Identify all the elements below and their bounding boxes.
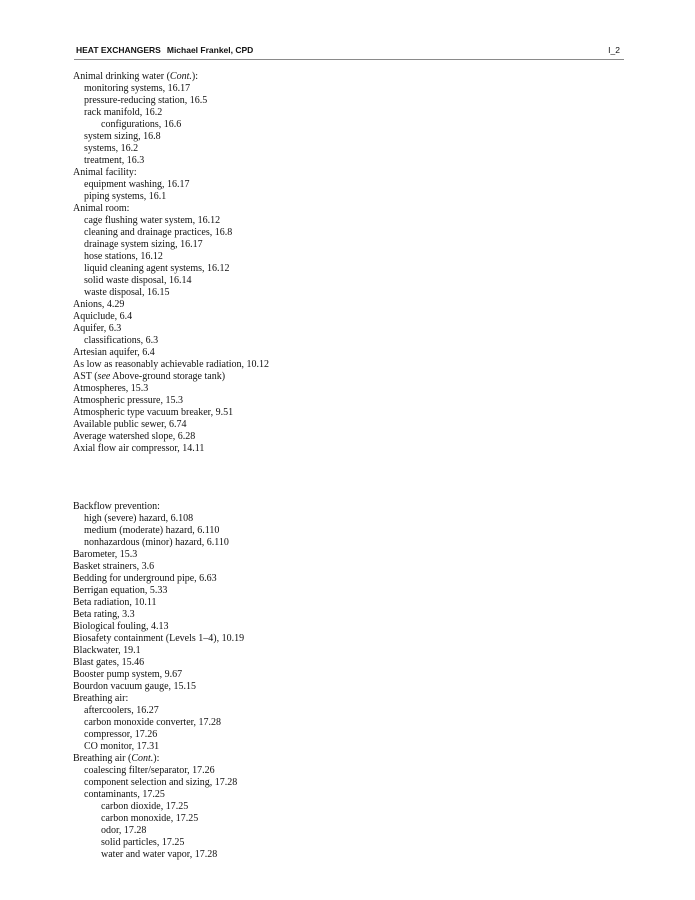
index-entry: Animal room: — [73, 203, 130, 214]
index-subentry: classifications, 6.3 — [84, 335, 159, 346]
index-subentry: rack manifold, 16.2 — [84, 107, 163, 118]
index-subsubentry: carbon monoxide, 17.25 — [101, 813, 199, 824]
index-entry: Bourdon vacuum gauge, 15.15 — [73, 681, 197, 692]
page-number: I_2 — [608, 45, 620, 55]
index-subentry: treatment, 16.3 — [84, 155, 145, 166]
index-entry: Atmospheric pressure, 15.3 — [73, 395, 183, 406]
index-entry: Beta rating, 3.3 — [73, 609, 135, 620]
index-entry: Anions, 4.29 — [73, 299, 125, 310]
running-head — [76, 45, 253, 55]
index-subsubentry: carbon dioxide, 17.25 — [101, 801, 189, 812]
index-entry: Berrigan equation, 5.33 — [73, 585, 168, 596]
index-subentry: drainage system sizing, 16.17 — [84, 239, 203, 250]
index-subentry: carbon monoxide converter, 17.28 — [84, 717, 222, 728]
index-entry: AST (see Above-ground storage tank) — [73, 371, 226, 382]
book-title: HEAT EXCHANGERS — [76, 45, 161, 55]
index-subentry: waste disposal, 16.15 — [84, 287, 170, 298]
index-subentry: contaminants, 17.25 — [84, 789, 165, 800]
index-entry: Aquifer, 6.3 — [73, 323, 122, 334]
index-entry: Beta radiation, 10.11 — [73, 597, 157, 608]
index-subentry: systems, 16.2 — [84, 143, 139, 154]
index-list — [73, 71, 613, 861]
index-entry: Breathing air: — [73, 693, 129, 704]
index-entry: Blast gates, 15.46 — [73, 657, 145, 668]
index-entry: Bedding for underground pipe, 6.63 — [73, 573, 217, 584]
index-subentry: compressor, 17.26 — [84, 729, 158, 740]
index-entry: Biosafety containment (Levels 1–4), 10.19 — [73, 633, 245, 644]
index-subsubentry: water and water vapor, 17.28 — [101, 849, 218, 860]
index-subentry: component selection and sizing, 17.28 — [84, 777, 238, 788]
index-subentry: high (severe) hazard, 6.108 — [84, 513, 194, 524]
index-subentry: cleaning and drainage practices, 16.8 — [84, 227, 233, 238]
page-header — [74, 43, 624, 60]
index-entry: Average watershed slope, 6.28 — [73, 431, 196, 442]
index-subentry: aftercoolers, 16.27 — [84, 705, 159, 716]
index-entry: Booster pump system, 9.67 — [73, 669, 183, 680]
index-entry: Backflow prevention: — [73, 501, 160, 512]
index-entry: Aquiclude, 6.4 — [73, 311, 133, 322]
index-subsubentry: odor, 17.28 — [101, 825, 147, 836]
index-subentry: solid waste disposal, 16.14 — [84, 275, 192, 286]
index-subentry: monitoring systems, 16.17 — [84, 83, 191, 94]
index-entry: Biological fouling, 4.13 — [73, 621, 169, 632]
index-entry: Animal drinking water (Cont.): — [73, 71, 198, 82]
index-entry: Barometer, 15.3 — [73, 549, 138, 560]
book-author: Michael Frankel, CPD — [166, 45, 254, 55]
index-subentry: coalescing filter/separator, 17.26 — [84, 765, 215, 776]
index-entry: Axial flow air compressor, 14.11 — [73, 443, 205, 454]
index-subentry: equipment washing, 16.17 — [84, 179, 190, 190]
index-subentry: piping systems, 16.1 — [84, 191, 167, 202]
index-entry: Atmospheres, 15.3 — [73, 383, 149, 394]
index-subentry: liquid cleaning agent systems, 16.12 — [84, 263, 230, 274]
index-entry: Basket strainers, 3.6 — [73, 561, 155, 572]
index-subsubentry: configurations, 16.6 — [101, 119, 182, 130]
index-subentry: hose stations, 16.12 — [84, 251, 163, 262]
index-subentry: pressure-reducing station, 16.5 — [84, 95, 208, 106]
index-subentry: system sizing, 16.8 — [84, 131, 161, 142]
section-gap — [73, 455, 613, 501]
index-subsubentry: solid particles, 17.25 — [101, 837, 185, 848]
index-subentry: CO monitor, 17.31 — [84, 741, 160, 752]
index-entry: Atmospheric type vacuum breaker, 9.51 — [73, 407, 234, 418]
index-entry: Breathing air (Cont.): — [73, 753, 160, 764]
index-entry: As low as reasonably achievable radiation, 10.12 — [73, 359, 270, 370]
index-entry: Blackwater, 19.1 — [73, 645, 141, 656]
index-entry: Artesian aquifer, 6.4 — [73, 347, 155, 358]
index-entry: Animal facility: — [73, 167, 137, 178]
index-subentry: nonhazardous (minor) hazard, 6.110 — [84, 537, 229, 548]
index-subentry: medium (moderate) hazard, 6.110 — [84, 525, 220, 536]
index-subentry: cage flushing water system, 16.12 — [84, 215, 221, 226]
index-entry: Available public sewer, 6.74 — [73, 419, 187, 430]
